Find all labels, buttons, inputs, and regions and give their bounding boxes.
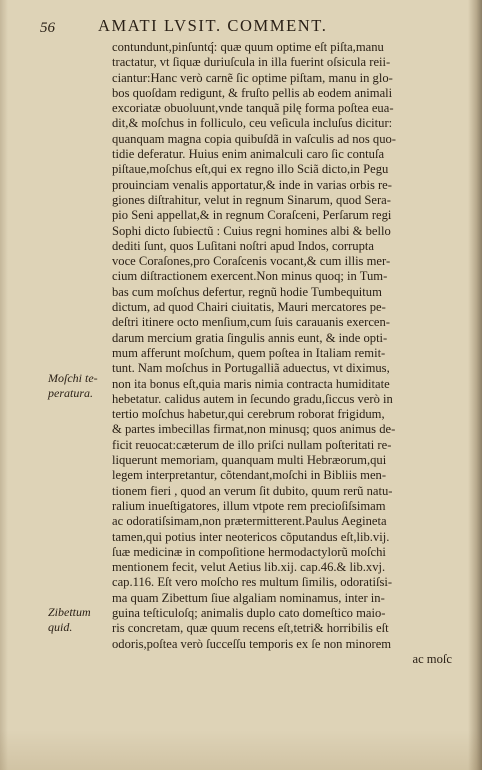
margin-note-line: Moſchi te- — [48, 371, 98, 385]
text-line: mentionem fecit, velut Aetius lib.xij. cap.46.& lib.xvj. — [112, 560, 386, 575]
text-line: liquerunt memoriam, quanquam multi Hebræorum,qui — [112, 453, 387, 468]
text-line: Sophi dicto ſubiectũ : Cuius regni homines albi & bello — [112, 223, 391, 238]
body-text — [112, 40, 452, 667]
text-line: ris concretam, quæ quum recens eſt,tetri& horribilis eſt — [112, 621, 389, 636]
text-line: deſtri itinere octo menſium,cum ſuis carauanis exercen- — [112, 315, 391, 330]
text-line: darum mercium gratia ſingulis annis eunt, & inde opti- — [112, 330, 388, 345]
text-line: voce Coraſones,pro Coraſcenis vocant,& cum illis mer- — [112, 254, 391, 269]
running-head: AMATI LVSIT. COMMENT. — [98, 16, 328, 35]
text-line: legem interpretantur, cõtendant,moſchi in Bibliis men- — [112, 468, 387, 483]
margin-note-line: peratura. — [48, 386, 93, 400]
margin-note-zibettum-quid — [48, 605, 91, 635]
gutter-shadow — [468, 0, 482, 770]
text-line: tunt. Nam moſchus in Portugalliã aduectus, vt diximus, — [112, 361, 390, 376]
text-line: dediti ſunt, quos Luſitani noſtri apud Indos, corrupta — [112, 238, 374, 253]
text-line: dictum, ad quod Chairi ciuitatis, Mauri mercatores pe- — [112, 300, 386, 315]
text-line: cap.116. Eſt vero moſcho res multum ſimilis, odoratiſsi- — [112, 575, 393, 590]
text-line: guina teſticuloſq; animalis duplo cato domeſtico maio- — [112, 605, 386, 620]
text-line: dit,& moſchus in folliculo, ceu veſicula incluſus dicitur: — [112, 116, 393, 131]
text-line: & partes imbecillas firmat,non minusq; quos animus de- — [112, 422, 396, 437]
text-line: ac moſc — [412, 651, 452, 666]
margin-note-line: quid. — [48, 620, 73, 634]
text-line: quanquam magna copia quibuſdã in vaſculis ad nos quo- — [112, 131, 396, 146]
text-line: tidie deferatur. Huius enim animalculi caro ſic contuſa — [112, 147, 385, 162]
text-line: tamen,qui potius inter neotericos cõputandus eſt,lib.vij. — [112, 529, 390, 544]
text-line: excoriatæ obuoluunt,vnde tanquã pilę forma poſtea eua- — [112, 101, 394, 116]
text-line: bas cum moſchus defertur, regnũ hodie Tumbequitum — [112, 284, 382, 299]
text-line: bos quoſdam redigunt, & fruſto pellis ab eodem animali — [112, 85, 393, 100]
paper-stain — [0, 730, 482, 770]
text-line: ma quam Zibettum ſiue algaliam nominamus, inter in- — [112, 590, 385, 605]
text-line: non ita bonus eſt,quia maris nimia contracta humiditate — [112, 376, 390, 391]
text-line: hebetatur. calidus autem in ſecundo gradu,ſiccus verò in — [112, 391, 393, 406]
text-line: ſuæ medicinæ in compoſitione hermodactylorũ moſchi — [112, 544, 386, 559]
margin-note-moschi-temperatura — [48, 371, 98, 401]
text-line: odoris,poſtea verò ſucceſſu temporis ex ſe non minorem — [112, 636, 392, 651]
text-line: ac odoratiſsimam,non prætermitterent.Paulus Aegineta — [112, 514, 387, 529]
text-line: tertio moſchus habetur,qui cerebrum roborat frigidum, — [112, 407, 385, 422]
page-edge-shading — [0, 0, 8, 770]
text-line: cium diſtractionem exercent.Non minus quoq; in Tum- — [112, 269, 388, 284]
margin-note-line: Zibettum — [48, 605, 91, 619]
text-line: pio Seni appellat,& in regnum Coraſceni, Perſarum regi — [112, 208, 392, 223]
text-line: ciantur:Hanc verò carnẽ ſic optime piſtam, manu in glo- — [112, 70, 393, 85]
text-line: mum afferunt moſchum, quem poſtea in Italiam remit- — [112, 345, 386, 360]
text-line: tionem fieri , quod an verum ſit dubito, quum rerũ natu- — [112, 483, 393, 498]
text-line: giones diſtrahitur, velut in regnum Sinarum, quod Sera- — [112, 192, 391, 207]
page-number: 56 — [40, 20, 55, 36]
text-line: prouinciam venalis apportatur,& inde in varias orbis re- — [112, 177, 392, 192]
text-line: tractatur, vt ſiquæ duriuſcula in illa fuerint oſsicula reii- — [112, 55, 391, 70]
text-line: contundunt,pinſuntq́: quæ quum optime eſt piſta,manu — [112, 40, 384, 54]
text-line: ralium inueſtigatores, illum vtpote rem precioſiſsimam — [112, 498, 386, 513]
text-line: ficit reuocat:cæterum de illo priſci nullam poſteritati re- — [112, 437, 392, 452]
text-line: piſtaue,moſchus eſt,qui ex regno illo Sciã dicto,in Pegu — [112, 162, 389, 177]
